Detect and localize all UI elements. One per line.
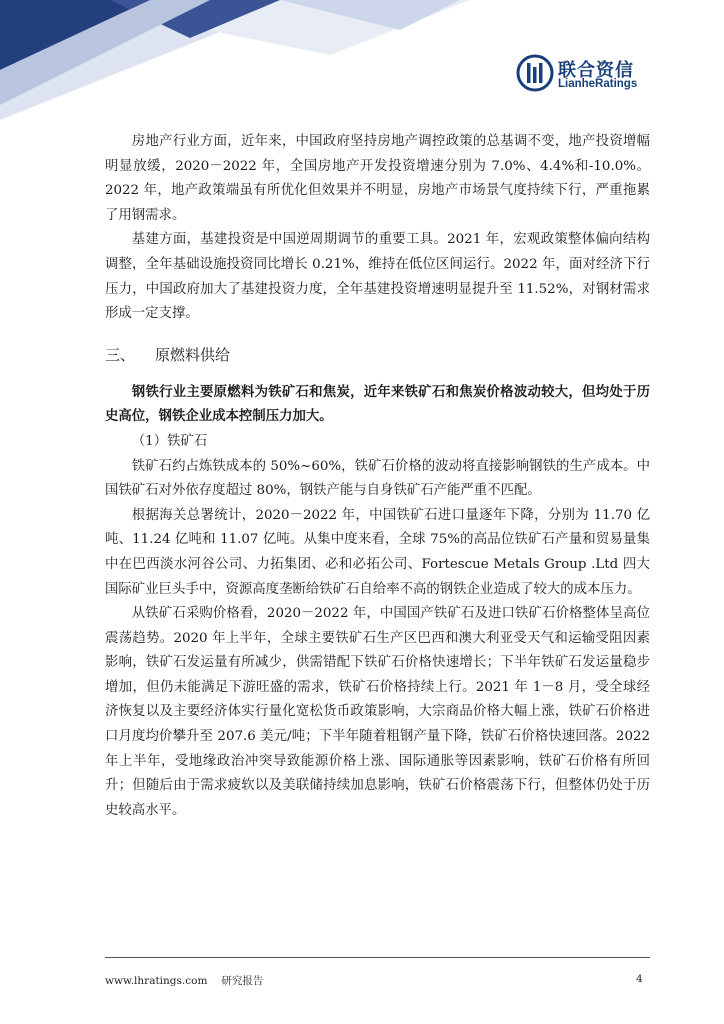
footer-doc-type: 研究报告 <box>221 975 264 987</box>
section-title: 原燃料供给 <box>155 345 231 364</box>
paragraph-iron-ore-prices: 从铁矿石采购价格看，2020－2022 年，中国国产铁矿石及进口铁矿石价格整体呈高位震荡趋势。2020 年上半年，全球主要铁矿石生产区巴西和澳大利亚受天气和运输受阻因素影响，铁矿石发运量有所减少，供需错配下铁矿石价格快速增长；下半年铁矿石发运量稳步增加，但仍未能满足下游旺盛的需求，铁矿石价格持续上行。2021 年 1－8 月，受全球经济恢复以及主要经济体实行量化宽松货币政策影响，大宗商品价格大幅上涨，铁矿石价格进口月度均价攀升至 207.6 美元/吨；下半年随着粗钢产量下降，铁矿石价格快速回落。2022 年上半年，受地缘政治冲突导致能源价格上涨、国际通胀等因素影响，铁矿石价格有所回升；但随后由于需求疲软以及美联储持续加息影响，铁矿石价格震荡下行，但整体仍处于历史较高水平。 <box>105 606 650 818</box>
footer-divider <box>105 957 650 958</box>
paragraph-iron-ore-imports: 根据海关总署统计，2020－2022 年，中国铁矿石进口量逐年下降，分别为 11.70 亿吨、11.24 亿吨和 11.07 亿吨。从集中度来看，全球 75%的高品位铁矿石产量和贸易量集中在巴西淡水河谷公司、力拓集团、必和必拓公司、Fortescue Metals Group .Ltd 四大国际矿业巨头手中，资源高度垄断给铁矿石自给率不高的钢铁企业造成了较大的成本压力。 <box>105 507 650 597</box>
paragraph-infrastructure: 基建方面，基建投资是中国逆周期调节的重要工具。2021 年，宏观政策整体偏向结构调整，全年基础设施投资同比增长 0.21%，维持在低位区间运行。2022 年，面对经济下行压力，中国政府加大了基建投资力度，全年基建投资增速明显提升至 11.52%，对钢材需求形成一定支撑。 <box>105 232 650 322</box>
paragraph-real-estate: 房地产行业方面，近年来，中国政府坚持房地产调控政策的总基调不变，地产投资增幅明显放缓，2020－2022 年，全国房地产开发投资增速分别为 7.0%、4.4%和-10.0%。2022 年，地产政策端虽有所优化但效果并不明显，房地产市场景气度持续下行，严重拖累了用钢需求。 <box>105 134 650 223</box>
section-number: 三、 <box>105 345 136 364</box>
document-body <box>105 130 650 823</box>
paragraph-iron-ore-cost: 铁矿石约占炼铁成本的 50%~60%，铁矿石价格的波动将直接影响钢铁的生产成本。中国铁矿石对外依存度超过 80%，钢铁产能与自身铁矿石产能严重不匹配。 <box>105 458 650 499</box>
section-heading <box>105 343 650 367</box>
subsection-title: （1）铁矿石 <box>131 433 208 449</box>
logo-mark-icon <box>516 54 554 92</box>
company-logo <box>516 54 666 94</box>
page-number: 4 <box>636 973 643 985</box>
footer-info <box>105 973 263 988</box>
logo-text-cn: 联合资信 <box>558 60 634 81</box>
logo-text-en: LianheRatings <box>558 78 638 90</box>
key-finding-paragraph: 钢铁行业主要原燃料为铁矿石和焦炭，近年来铁矿石和焦炭价格波动较大，但均处于历史高位，钢铁企业成本控制压力加大。 <box>105 384 650 425</box>
footer-website: www.lhratings.com <box>105 975 208 987</box>
